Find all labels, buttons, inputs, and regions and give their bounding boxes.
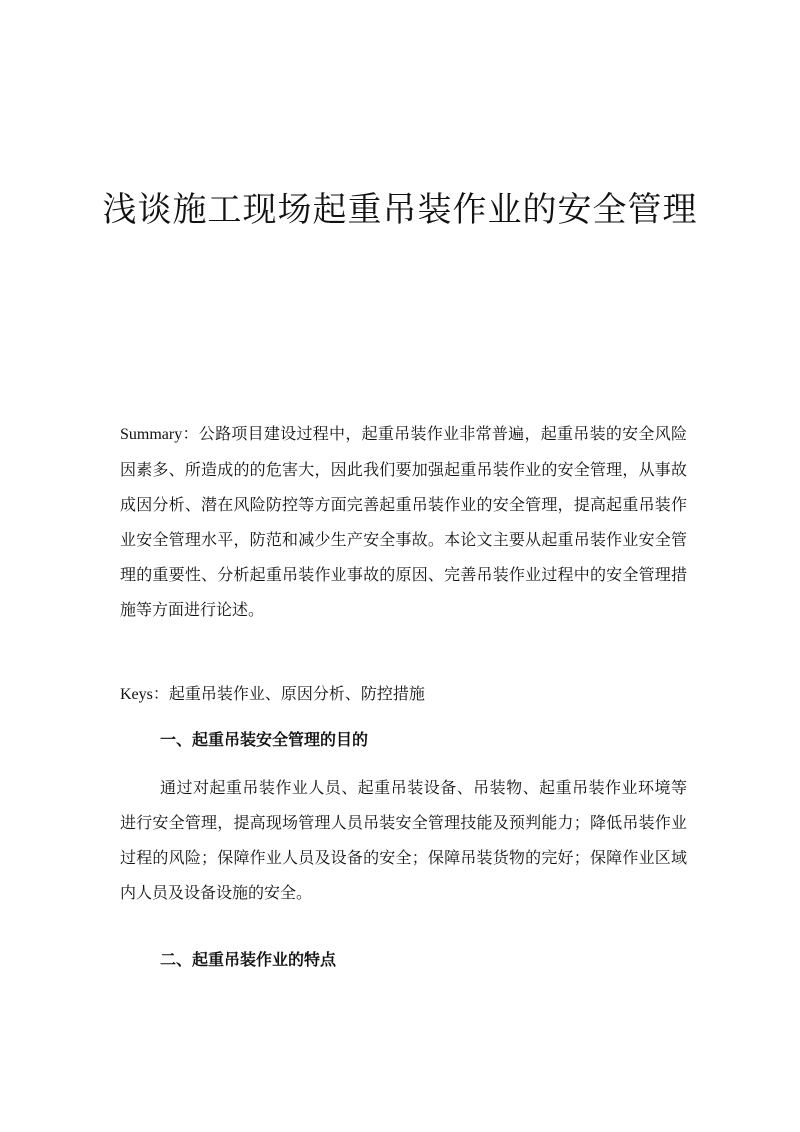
section-2-heading: 二、起重吊装作业的特点 (160, 950, 337, 969)
keys-text: 起重吊装作业、原因分析、防控措施 (168, 684, 425, 703)
document-title: 浅谈施工现场起重吊装作业的安全管理 (102, 190, 698, 230)
section-1-paragraph: 通过对起重吊装作业人员、起重吊装设备、吊装物、起重吊装作业环境等进行安全管理，提高现场管理人员吊装安全管理技能及预判能力；降低吊装作业过程的风险；保障作业人员及设备的安全；保障吊装货物的完好；保障作业区域内人员及设备设施的安全。 (120, 778, 687, 902)
summary-paragraph (120, 416, 687, 627)
keywords-paragraph (120, 676, 687, 712)
section-1-heading: 一、起重吊装安全管理的目的 (160, 730, 369, 749)
summary-label: Summary： (120, 426, 199, 443)
keys-label: Keys： (120, 686, 169, 703)
summary-text: 公路项目建设过程中，起重吊装作业非常普遍，起重吊装的安全风险因素多、所造成的的危害大，因此我们要加强起重吊装作业的安全管理，从事故成因分析、潜在风险防控等方面完善起重吊装作业的安全管理，提高起重吊装作业安全管理水平，防范和减少生产安全事故。本论文主要从起重吊装作业安全管理的重要性、分析起重吊装作业事故的原因、完善吊装作业过程中的安全管理措施等方面进行论述。 (120, 424, 687, 619)
